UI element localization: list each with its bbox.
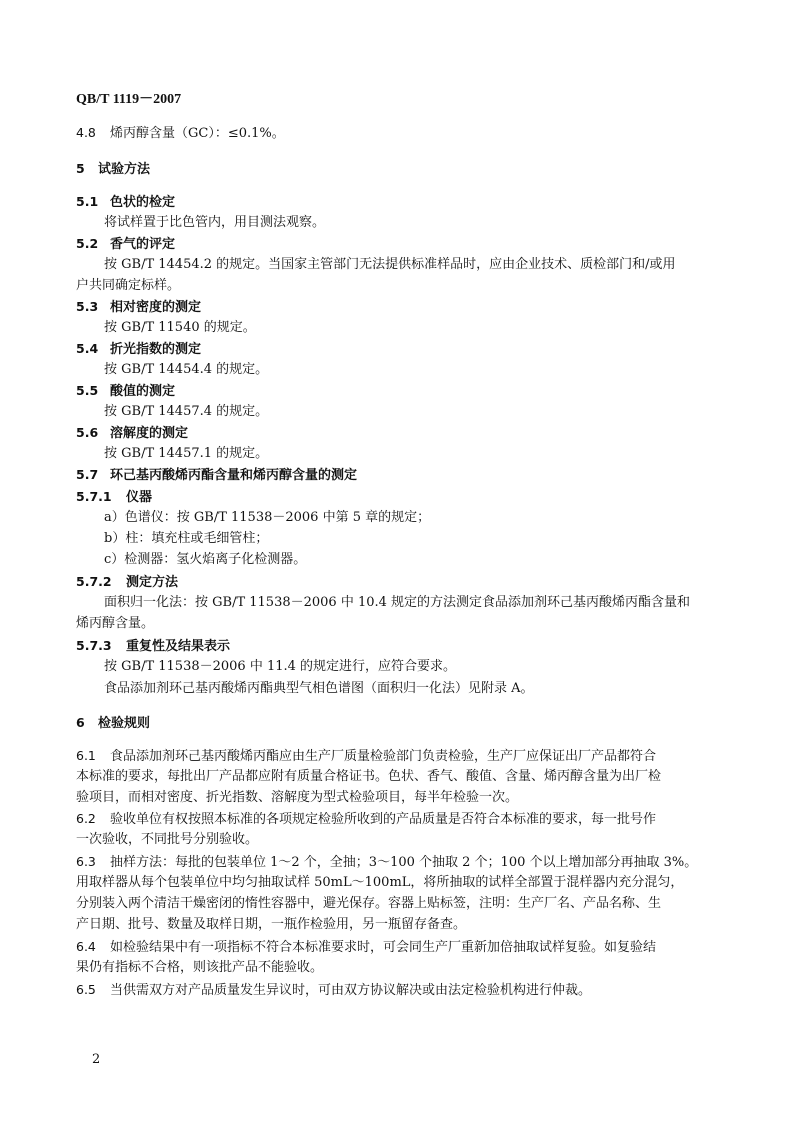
section-number: 5 — [76, 161, 85, 176]
clause-text: 验收单位有权按照本标准的各项规定检验所收到的产品质量是否符合本标准的要求，每一批号作 — [110, 812, 657, 827]
clause-text: 烯丙醇含量（GC）：≤0.1%。 — [110, 126, 285, 141]
clause-title: 溶解度的测定 — [110, 426, 189, 441]
clause-5-4-heading — [76, 340, 201, 359]
clause-number: 6.5 — [76, 982, 96, 997]
paragraph-line: 将试样置于比色管内，用目测法观察。 — [104, 215, 326, 230]
clause-number: 5.1 — [76, 194, 99, 209]
standard-code-header: QB/T 1119－2007 — [76, 92, 182, 107]
paragraph-line: 按 GB/T 14457.4 的规定。 — [104, 404, 269, 419]
clause-text: 食品添加剂环己基丙酸烯丙酯应由生产厂质量检验部门负责检验，生产厂应保证出厂产品都符合 — [110, 749, 657, 764]
clause-5-5-heading — [76, 382, 175, 401]
paragraph-line: 按 GB/T 14454.2 的规定。当国家主管部门无法提供标准样品时，应由企业技术、质检部门和/或用 — [104, 257, 676, 272]
list-item: b）柱：填充柱或毛细管柱； — [104, 531, 269, 546]
list-item: c）检测器：氢火焰离子化检测器。 — [104, 552, 307, 567]
paragraph-line: 烯丙醇含量。 — [76, 616, 155, 631]
clause-text: 当供需双方对产品质量发生异议时，可由双方协议解决或由法定检验机构进行仲裁。 — [110, 983, 592, 998]
section-title: 试验方法 — [98, 162, 151, 177]
clause-title: 色状的检定 — [110, 195, 176, 210]
clause-title: 环己基丙酸烯丙酯含量和烯丙醇含量的测定 — [110, 468, 358, 483]
clause-title: 重复性及结果表示 — [126, 639, 231, 654]
clause-number: 4.8 — [76, 125, 96, 140]
clause-6-4 — [76, 938, 656, 957]
paragraph-line: 用取样器从每个包装单位中均匀抽取试样 50mL～100mL，将所抽取的试样全部置于混样器内充分混匀， — [76, 875, 684, 890]
paragraph-line: 按 GB/T 14454.4 的规定。 — [104, 362, 269, 377]
section-5-heading — [76, 160, 150, 179]
clause-5-3-heading — [76, 298, 201, 317]
clause-5-2-heading — [76, 235, 175, 254]
section-6-heading — [76, 714, 150, 733]
clause-title: 酸值的测定 — [110, 384, 176, 399]
clause-4-8 — [76, 124, 285, 143]
paragraph-line: 食品添加剂环己基丙酸烯丙酯典型气相色谱图（面积归一化法）见附录 A。 — [104, 681, 534, 696]
clause-title: 测定方法 — [126, 575, 179, 590]
paragraph-line: 果仍有指标不合格，则该批产品不能验收。 — [76, 960, 324, 975]
paragraph-line: 按 GB/T 11538－2006 中 11.4 的规定进行，应符合要求。 — [104, 659, 457, 674]
clause-6-2 — [76, 810, 656, 829]
clause-text: 如检验结果中有一项指标不符合本标准要求时，可会同生产厂重新加倍抽取试样复验。如复验结 — [110, 940, 657, 955]
clause-6-1 — [76, 747, 656, 766]
clause-number: 5.6 — [76, 425, 99, 440]
section-number: 6 — [76, 715, 85, 730]
clause-number: 5.7.3 — [76, 638, 112, 653]
clause-number: 6.1 — [76, 748, 96, 763]
section-title: 检验规则 — [98, 716, 151, 731]
list-item: a）色谱仪：按 GB/T 11538－2006 中第 5 章的规定； — [104, 510, 431, 525]
clause-6-5 — [76, 981, 591, 1000]
paragraph-line: 一次验收，不同批号分别验收。 — [76, 832, 259, 847]
clause-number: 6.4 — [76, 939, 96, 954]
paragraph-line: 面积归一化法：按 GB/T 11538－2006 中 10.4 规定的方法测定食品添加剂环己基丙酸烯丙酯含量和 — [104, 595, 691, 610]
paragraph-line: 本标准的要求，每批出厂产品都应附有质量合格证书。色状、香气、酸值、含量、烯丙醇含量为出厂检 — [76, 769, 662, 784]
clause-5-1-heading — [76, 193, 175, 212]
clause-title: 相对密度的测定 — [110, 300, 202, 315]
clause-5-7-1-heading — [76, 488, 152, 507]
paragraph-line: 产日期、批号、数量及取样日期，一瓶作检验用，另一瓶留存备查。 — [76, 917, 467, 932]
paragraph-line: 按 GB/T 11540 的规定。 — [104, 320, 256, 335]
paragraph-line: 验项目，而相对密度、折光指数、溶解度为型式检验项目，每半年检验一次。 — [76, 790, 519, 805]
clause-number: 5.5 — [76, 383, 99, 398]
paragraph-line: 按 GB/T 14457.1 的规定。 — [104, 446, 269, 461]
clause-5-7-2-heading — [76, 573, 178, 592]
clause-title: 仪器 — [126, 490, 153, 505]
clause-number: 5.7 — [76, 467, 99, 482]
clause-title: 折光指数的测定 — [110, 342, 202, 357]
paragraph-line: 分别装入两个清洁干燥密闭的惰性容器中，避光保存。容器上贴标签，注明：生产厂名、产品名称、生 — [76, 896, 662, 911]
clause-number: 5.4 — [76, 341, 99, 356]
clause-number: 6.3 — [76, 854, 96, 869]
clause-5-7-3-heading — [76, 637, 230, 656]
paragraph-line: 户共同确定标样。 — [76, 278, 181, 293]
clause-5-6-heading — [76, 424, 188, 443]
page-number: 2 — [92, 1052, 101, 1067]
clause-number: 5.7.2 — [76, 574, 112, 589]
clause-text: 抽样方法：每批的包装单位 1～2 个，全抽；3～100 个抽取 2 个；100 个以上增加部分再抽取 3%。 — [110, 855, 698, 870]
clause-title: 香气的评定 — [110, 237, 176, 252]
clause-5-7-heading — [76, 466, 357, 485]
clause-number: 5.3 — [76, 299, 99, 314]
clause-number: 5.2 — [76, 236, 99, 251]
clause-number: 6.2 — [76, 811, 96, 826]
clause-6-3 — [76, 853, 697, 872]
clause-number: 5.7.1 — [76, 489, 112, 504]
